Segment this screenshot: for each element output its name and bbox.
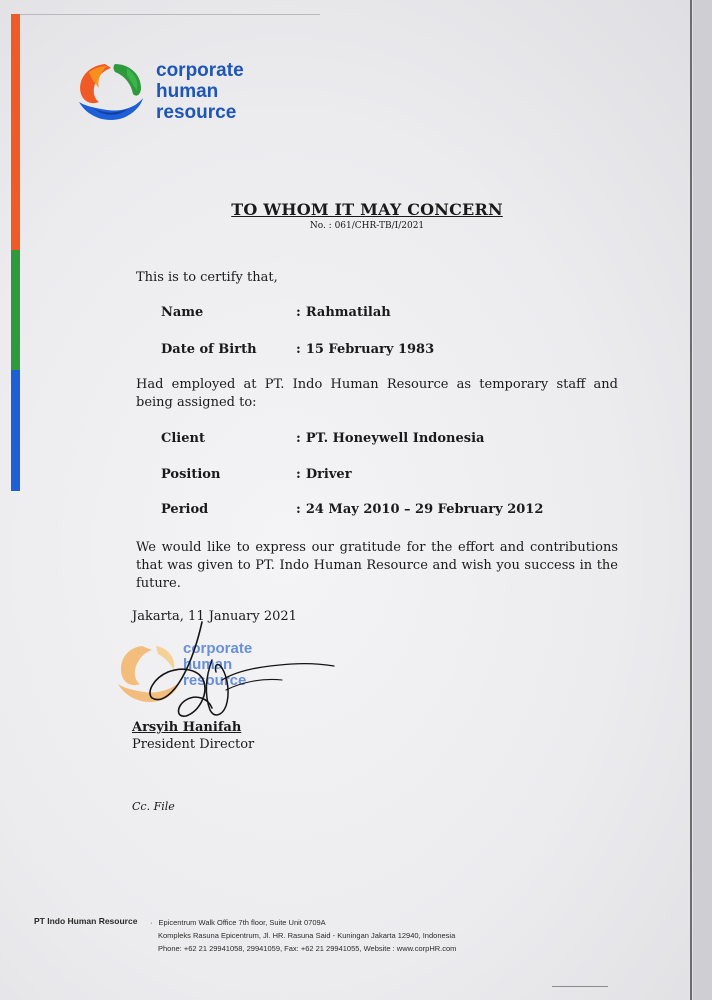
stamp-line-3: resource [183,672,247,689]
signer-title: President Director [132,737,255,752]
period-row: Period : 24 May 2010 – 29 February 2012 [161,502,544,517]
logo-wordmark [156,60,244,123]
footer-address [150,916,456,955]
signature-icon [142,620,342,730]
client-value: PT. Honeywell Indonesia [305,431,485,446]
dob-value: 15 February 1983 [305,342,435,357]
logo-line-3: resource [156,102,237,123]
side-bar-green [11,250,20,370]
top-divider [20,14,320,15]
footer-line-1: Epicentrum Walk Office 7th floor, Suite Unit 0709A [158,918,326,927]
name-row: Name : Rahmatilah [161,305,391,320]
dob-label: Date of Birth [161,342,257,357]
intro-text: This is to certify that, [136,270,278,285]
side-bar-blue [11,370,20,491]
position-label: Position [161,467,221,482]
footer-bullet: · [150,918,153,927]
bottom-mark [552,986,608,987]
footer-line-3: Phone: +62 21 29941058, 29941059, Fax: +62 21 29941055, Website : www.corpHR.com [158,944,457,953]
company-logo-icon [75,58,145,124]
stamp-line-1: corporate [183,640,253,657]
footer-line-2: Kompleks Rasuna Epicentrum, Jl. HR. Rasuna Said - Kuningan Jakarta 12940, Indonesia [158,931,456,940]
dob-row: Date of Birth : 15 February 1983 [161,342,435,357]
position-value: Driver [305,467,352,482]
paper-edge [690,0,692,1000]
period-label: Period [161,502,209,517]
background-strip [693,0,712,1000]
position-row: Position : Driver [161,467,352,482]
logo-line-1: corporate [156,60,244,81]
footer-company: PT Indo Human Resource [34,916,138,926]
stamp-line-2: human [183,656,233,673]
client-label: Client [161,431,205,446]
employment-text: Had employed at PT. Indo Human Resource as temporary staff and being assigned to: [136,377,618,410]
signer-name: Arsyih Hanifah [132,720,242,735]
name-value: Rahmatilah [305,305,391,320]
name-label: Name [161,305,204,320]
letter-title: TO WHOM IT MAY CONCERN [231,200,503,219]
cc-note: Cc. File [132,800,175,813]
logo-line-2: human [156,81,219,102]
thanks-text: We would like to express our gratitude for the effort and contributions that was given to PT. Indo Human Resource and wish you success in the future. [136,540,618,591]
period-value: 24 May 2010 – 29 February 2012 [305,502,544,517]
reference-number: No. : 061/CHR-TB/I/2021 [309,221,425,231]
client-row: Client : PT. Honeywell Indonesia [161,431,485,446]
place-date: Jakarta, 11 January 2021 [132,609,297,624]
